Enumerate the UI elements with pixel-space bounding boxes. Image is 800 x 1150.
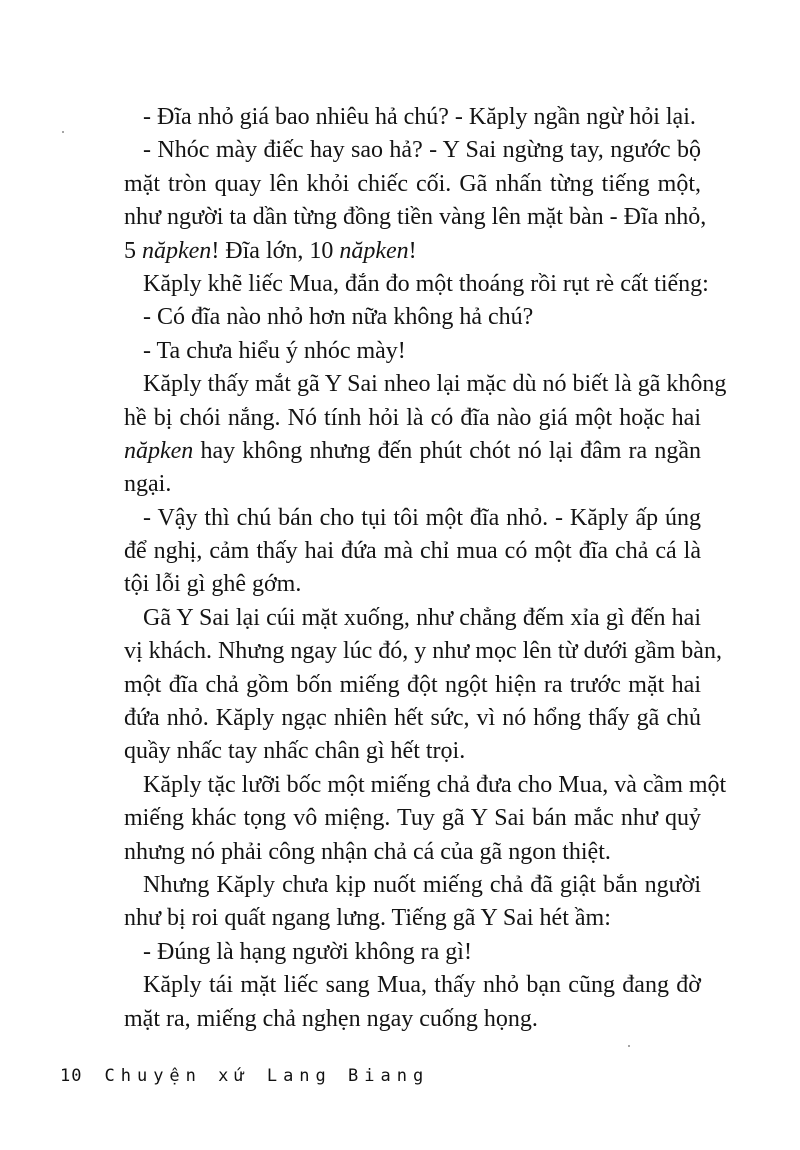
paragraph <box>124 602 722 769</box>
running-title: Chuyện xứ Lang Biang <box>104 1066 430 1086</box>
text-line: Kăply thấy mắt gã Y Sai nheo lại mặc dù nó biết là gã không <box>143 371 727 398</box>
text-line: Kăply tặc lưỡi bốc một miếng chả đưa cho Mua, và cầm một <box>143 771 727 798</box>
text-line: mặt ra, miếng chả nghẹn ngay cuống họng. <box>124 1005 538 1032</box>
paragraph <box>124 301 701 334</box>
italic-term: năpken <box>339 237 409 264</box>
page-body <box>124 101 727 1036</box>
text-line: năpken hay không nhưng đến phút chót nó lại đâm ra ngần <box>124 437 701 464</box>
text-line: quầy nhấc tay nhấc chân gì hết trọi. <box>124 738 466 765</box>
text-line: Nhưng Kăply chưa kịp nuốt miếng chả đã giật bắn người <box>143 871 701 898</box>
paragraph <box>124 969 701 1036</box>
paragraph <box>124 134 707 268</box>
text-line: một đĩa chả gồm bốn miếng đột ngột hiện ra trước mặt hai <box>124 671 701 698</box>
text-line: - Có đĩa nào nhỏ hơn nữa không hả chú? <box>143 304 534 331</box>
text-line: mặt tròn quay lên khỏi chiếc cối. Gã nhấn từng tiếng một, <box>124 170 701 197</box>
text-line: Kăply khẽ liếc Mua, đắn đo một thoáng rồi rụt rè cất tiếng: <box>143 270 709 297</box>
text-line: hề bị chói nắng. Nó tính hỏi là có đĩa nào giá một hoặc hai <box>124 404 701 431</box>
page-number: 10 <box>60 1066 83 1086</box>
text-line: vị khách. Nhưng ngay lúc đó, y như mọc lên từ dưới gầm bàn, <box>124 638 722 665</box>
text-line: - Ta chưa hiểu ý nhóc mày! <box>143 337 406 364</box>
text-line: - Nhóc mày điếc hay sao hả? - Y Sai ngừng tay, ngước bộ <box>143 137 701 164</box>
paragraph <box>124 368 727 502</box>
text-line: 5 năpken! Đĩa lớn, 10 năpken! <box>124 237 417 264</box>
text-line: như bị roi quất ngang lưng. Tiếng gã Y Sai hét ầm: <box>124 905 611 932</box>
text-line: - Vậy thì chú bán cho tụi tôi một đĩa nhỏ. - Kăply ấp úng <box>143 504 701 531</box>
paragraph <box>124 869 701 936</box>
paragraph <box>124 502 701 602</box>
text-line: nhưng nó phải công nhận chả cá của gã ngon thiệt. <box>124 838 611 865</box>
italic-term: năpken <box>142 237 212 264</box>
text-line: để nghị, cảm thấy hai đứa mà chỉ mua có một đĩa chả cá là <box>124 538 701 565</box>
italic-term: năpken <box>124 437 194 464</box>
paragraph <box>124 335 701 368</box>
paragraph <box>124 268 709 301</box>
paragraph <box>124 769 727 869</box>
text-line: đứa nhỏ. Kăply ngạc nhiên hết sức, vì nó hổng thấy gã chủ <box>124 705 701 732</box>
scan-speck <box>62 131 64 133</box>
page-footer <box>60 1066 429 1086</box>
paragraph <box>124 101 701 134</box>
text-line: miếng khác tọng vô miệng. Tuy gã Y Sai bán mắc như quỷ <box>124 805 701 832</box>
scan-speck <box>628 1045 630 1047</box>
text-line: như người ta dần từng đồng tiền vàng lên mặt bàn - Đĩa nhỏ, <box>124 204 707 231</box>
paragraph <box>124 936 701 969</box>
text-line: - Đúng là hạng người không ra gì! <box>143 938 472 965</box>
text-line: Gã Y Sai lại cúi mặt xuống, như chẳng đếm xỉa gì đến hai <box>143 604 701 631</box>
text-line: Kăply tái mặt liếc sang Mua, thấy nhỏ bạn cũng đang đờ <box>143 972 701 999</box>
text-line: ngại. <box>124 471 172 498</box>
text-line: - Đĩa nhỏ giá bao nhiêu hả chú? - Kăply ngần ngừ hỏi lại. <box>143 104 696 130</box>
text-line: tội lỗi gì ghê gớm. <box>124 571 302 598</box>
